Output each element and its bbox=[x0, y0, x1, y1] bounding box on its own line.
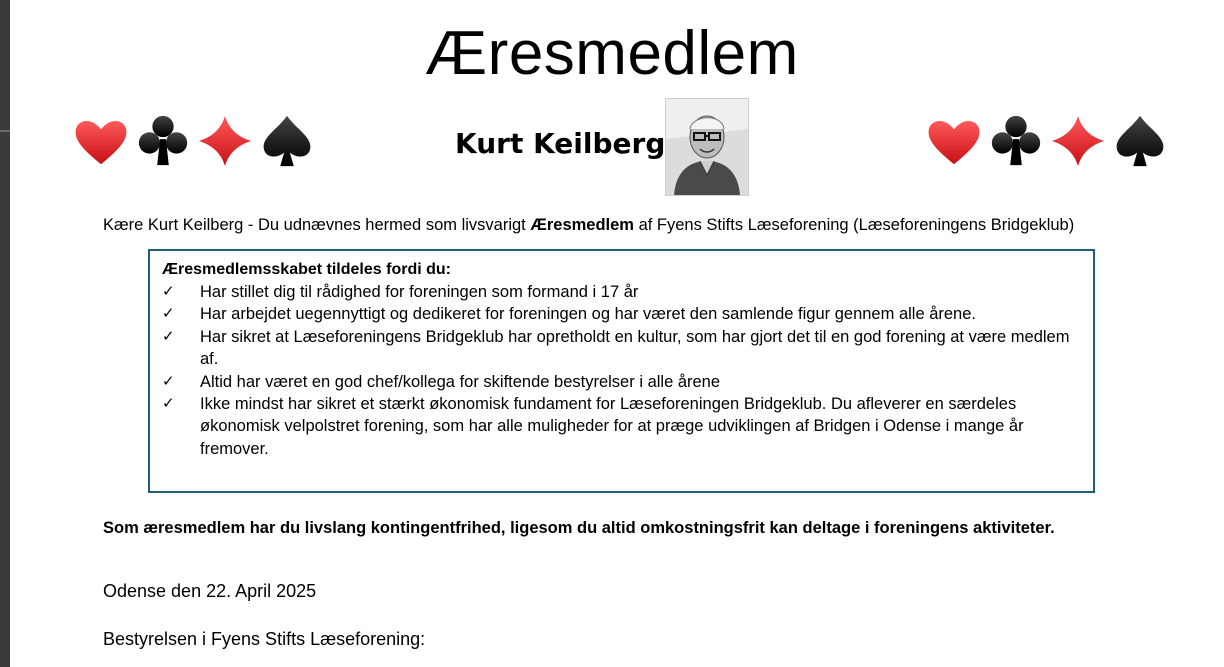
reason-text: Har sikret at Læseforeningens Bridgeklub har opretholdt en kultur, som har gjort det til en god forening at være medlem af. bbox=[200, 327, 1070, 369]
reason-text: Altid har været en god chef/kollega for skiftende bestyrelser i alle årene bbox=[200, 372, 721, 391]
window-edge-strip bbox=[0, 0, 10, 667]
intro-paragraph bbox=[103, 216, 1074, 235]
reason-text: Har arbejdet uegennyttigt og dedikeret for foreningen og har været den samlende figur gennem alle årene. bbox=[200, 305, 976, 324]
intro-text-end: af Fyens Stifts Læseforening (Læseforeningens Bridgeklub) bbox=[633, 216, 1075, 234]
list-item bbox=[162, 393, 1081, 460]
portrait-photo bbox=[665, 98, 749, 196]
diamond-icon bbox=[196, 110, 254, 172]
list-item bbox=[162, 326, 1081, 371]
checkmark-icon: ✓ bbox=[162, 305, 175, 323]
board-signature-line: Bestyrelsen i Fyens Stifts Læseforening: bbox=[103, 629, 426, 649]
reason-text: Ikke mindst har sikret et stærkt økonomisk fundament for Læseforeningen Bridgeklub. Du afleverer en særdeles økonomisk velpolstret forening, som har alle muligheder for at præge udviklingen af Bridgen i Odense i mange år fremover. bbox=[200, 395, 1024, 458]
intro-bold-title: Æresmedlem bbox=[530, 216, 634, 234]
list-item bbox=[162, 371, 1081, 393]
suit-row-left bbox=[72, 110, 316, 172]
heart-icon bbox=[925, 110, 983, 172]
diamond-icon bbox=[1049, 110, 1107, 172]
spade-icon bbox=[258, 110, 316, 172]
checkmark-icon: ✓ bbox=[162, 327, 175, 345]
reasons-box bbox=[148, 249, 1095, 493]
club-icon bbox=[987, 110, 1045, 172]
reasons-list bbox=[162, 281, 1081, 460]
strip-marker bbox=[0, 130, 10, 132]
benefit-statement: Som æresmedlem har du livslang kontingentfrihed, ligesom du altid omkostningsfrit kan deltage i foreningens aktiviteter. bbox=[103, 519, 1055, 537]
checkmark-icon: ✓ bbox=[162, 283, 175, 300]
reason-text: Har stillet dig til rådighed for foreningen som formand i 17 år bbox=[200, 283, 639, 301]
list-item bbox=[162, 281, 1081, 303]
member-name: Kurt Keilberg bbox=[455, 127, 666, 160]
intro-text-start: Kære Kurt Keilberg - Du udnævnes hermed som livsvarigt bbox=[103, 216, 531, 234]
checkmark-icon: ✓ bbox=[162, 372, 175, 390]
list-item bbox=[162, 303, 1081, 325]
checkmark-icon: ✓ bbox=[162, 395, 175, 413]
reasons-heading: Æresmedlemsskabet tildeles fordi du: bbox=[162, 261, 451, 278]
club-icon bbox=[134, 110, 192, 172]
date-line: Odense den 22. April 2025 bbox=[103, 581, 317, 601]
heart-icon bbox=[72, 110, 130, 172]
page-title: Æresmedlem bbox=[425, 19, 799, 88]
suit-row-right bbox=[925, 110, 1169, 172]
spade-icon bbox=[1111, 110, 1169, 172]
